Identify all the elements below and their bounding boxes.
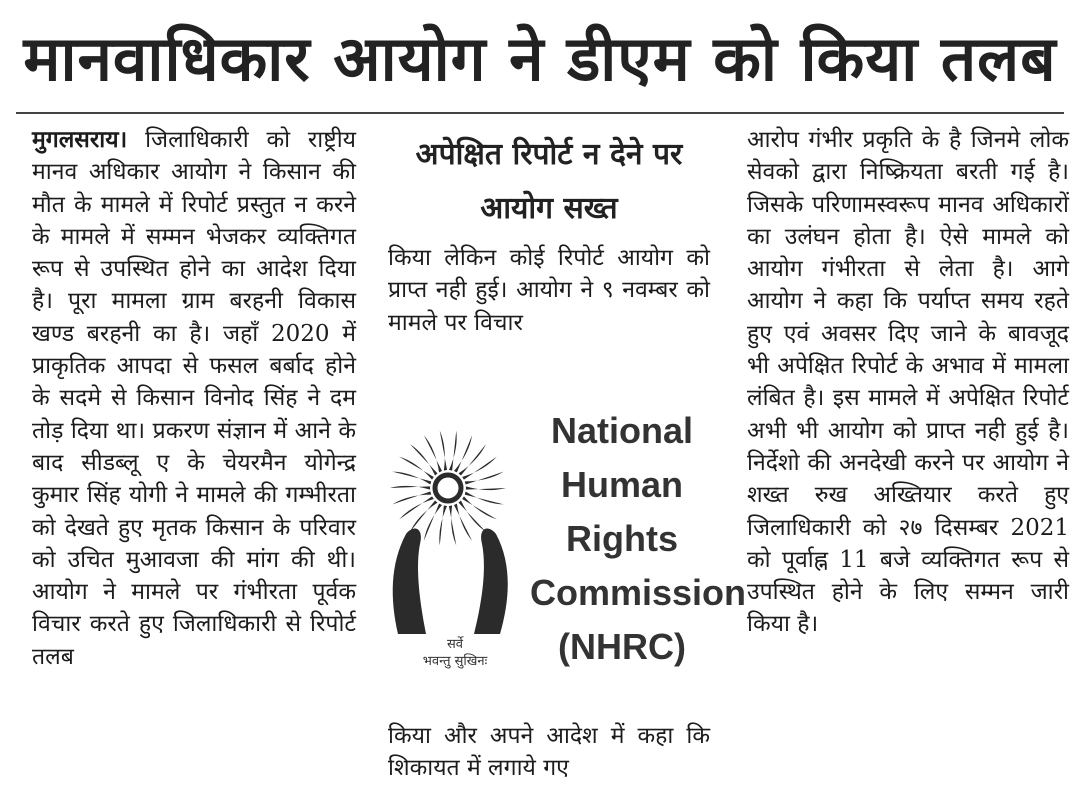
motto: [388, 636, 522, 670]
left-column: [32, 124, 356, 673]
emblem-ray: [439, 506, 447, 546]
dateline: मुगलसराय।: [32, 126, 128, 153]
emblem-ray: [454, 504, 472, 541]
emblem-ray: [465, 491, 504, 504]
emblem-ray: [454, 435, 472, 472]
emblem-ray: [459, 500, 486, 531]
middle-column-top-text: किया लेकिन कोई रिपोर्ट आयोग को प्राप्त नही हुई। आयोग ने ९ नवम्बर को मामले पर विचार: [388, 245, 710, 336]
emblem-ray: [390, 486, 430, 490]
left-column-body: जिलाधिकारी को राष्ट्रीय मानव अधिकार आयोग ने किसान की मौत के मामले में रिपोर्ट प्रस्तुत न करने के मामले में सम्मन भेजकर व्यक्तिगत रूप से उपस्थित होने का आदेश दिया है। पूरा मामला ग्राम बरहनी विकास खण्ड बरहनी का है। जहाँ 2020 में प्राकृतिक आपदा से फसल बर्बाद होने के सदमे से किसान विनोद सिंह ने दम तोड़ दिया था। प्रकरण संज्ञान में आने के बाद सीडब्लू ए के चेयरमैन योगेन्द्र कुमार सिंह योगी ने मामले की गम्भीरता को देखते हुए मृतक किसान के परिवार को उचित मुआवजा की मांग की थी। आयोग ने मामले पर गंभीरता पूर्वक विचार करते हुए जिलाधिकारी से रिपोर्ट तलब: [32, 127, 356, 670]
emblem-ray: [465, 472, 504, 485]
nhrc-emblem-icon: [388, 384, 528, 644]
emblem-ray: [449, 506, 456, 546]
nhrc-line-1: National: [550, 410, 693, 451]
emblem-ray: [392, 491, 431, 504]
emblem-ray: [424, 435, 442, 472]
middle-column: [388, 124, 710, 339]
nhrc-line-4: Commission: [530, 572, 747, 613]
emblem-ray: [449, 431, 457, 471]
emblem-ray: [410, 444, 437, 475]
emblem-ray: [466, 486, 506, 490]
nhrc-logo: [388, 384, 747, 684]
subheading: अपेक्षित रिपोर्ट न देने पर आयोग सख्त: [415, 137, 683, 226]
headline: मानवाधिकार आयोग ने डीएम को किया तलब: [23, 22, 1057, 95]
right-column-body: आरोप गंभीर प्रकृति के है जिनमे लोक सेवको द्वारा निष्क्रियता बरती गई है। जिसके परिणामस्वरूप मानव अधिकारों का उलंघन होता है। ऐसे मामले को आयोग गंभीरता से लेता है। आगे आयोग ने कहा कि पर्याप्त समय रहते हुए एवं अवसर दिए जाने के बावजूद भी अपेक्षित रिपोर्ट के अभाव में मामला लंबित है। इस मामले में अपेक्षित रिपोर्ट अभी भी आयोग को प्राप्त नही हुई है। निर्देशो की अनदेखी करने पर आयोग ने शख्त रुख अख्तियार करते हुए जिलाधिकारी को २७ दिसम्बर 2021 को पूर्वाह्न 11 बजे व्यक्तिगत रूप से उपस्थित होने के लिए सम्मन जारी किया है।: [747, 127, 1069, 638]
emblem-ray: [399, 457, 434, 480]
emblem-ray: [392, 472, 431, 485]
motto-line-1: सर्वे: [446, 637, 464, 652]
emblem-ray: [410, 500, 437, 531]
right-column: [747, 124, 1069, 641]
middle-column-bottom-text: किया और अपने आदेश में कहा कि शिकायत में लगाये गए: [388, 723, 710, 782]
emblem-ray: [462, 496, 497, 519]
nhrc-wordmark: [530, 404, 747, 674]
nhrc-line-5: (NHRC): [558, 626, 686, 667]
emblem-ray: [440, 431, 447, 471]
emblem-ray: [459, 444, 486, 475]
headline-divider: [16, 112, 1064, 114]
emblem-ray: [424, 504, 442, 541]
nhrc-line-3: Rights: [566, 518, 678, 559]
motto-line-2: भवन्तु सुखिनः: [422, 654, 488, 669]
nhrc-line-2: Human: [560, 464, 683, 505]
